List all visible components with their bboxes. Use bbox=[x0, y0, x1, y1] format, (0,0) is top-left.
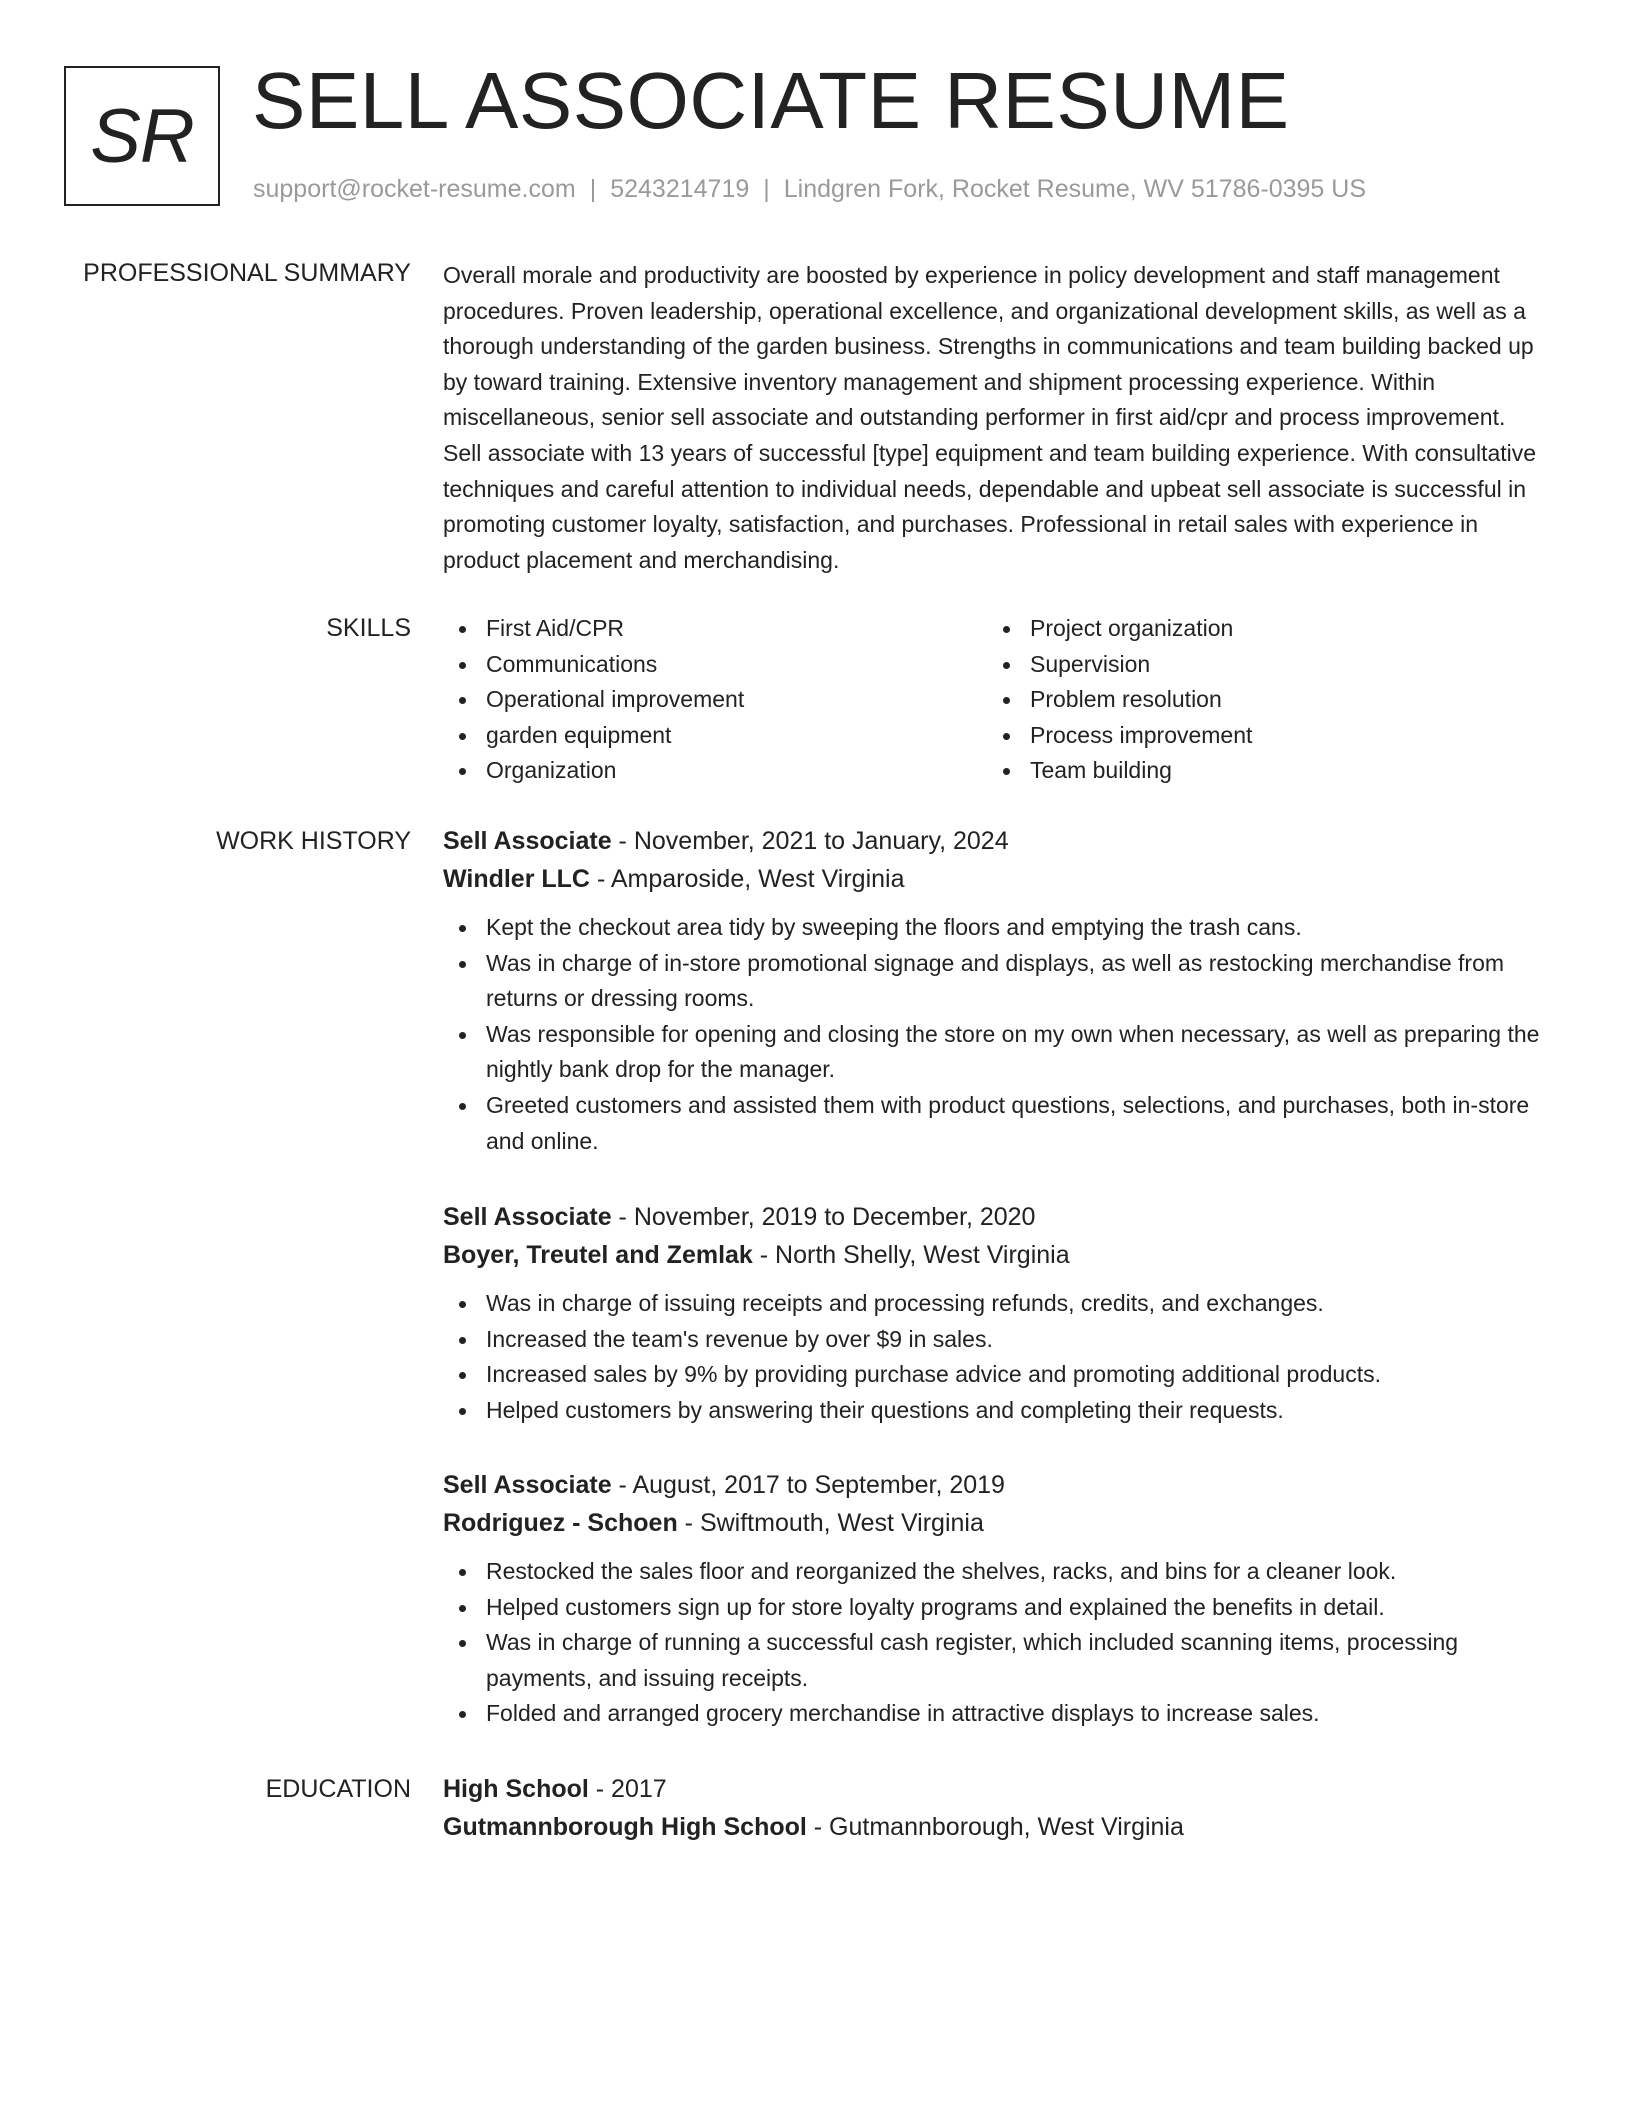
job-dates: - November, 2019 to December, 2020 bbox=[611, 1203, 1036, 1231]
job-company: Rodriguez - Schoen bbox=[443, 1509, 678, 1537]
job-dates: - November, 2021 to January, 2024 bbox=[611, 827, 1009, 855]
job-company: Windler LLC bbox=[443, 865, 590, 893]
section-heading: SKILLS bbox=[326, 614, 411, 642]
job-bullet: Helped customers by answering their questions and completing their requests. bbox=[443, 1393, 1548, 1429]
skill-item: Project organization bbox=[987, 611, 1531, 647]
contact-separator: | bbox=[589, 175, 597, 203]
skill-item: Operational improvement bbox=[443, 682, 987, 718]
contact-line bbox=[253, 172, 1366, 206]
education-degree-line bbox=[443, 1770, 1548, 1808]
job-entry-2 bbox=[443, 1198, 1548, 1428]
skill-item: Team building bbox=[987, 753, 1531, 789]
education-degree: High School bbox=[443, 1775, 589, 1803]
skill-item: garden equipment bbox=[443, 718, 987, 754]
contact-email: support@rocket-resume.com bbox=[253, 175, 576, 203]
contact-phone: 5243214719 bbox=[610, 175, 750, 203]
job-title: Sell Associate bbox=[443, 827, 612, 855]
education-location: - Gutmannborough, West Virginia bbox=[806, 1813, 1184, 1841]
job-bullets bbox=[443, 1286, 1548, 1428]
skill-item: Process improvement bbox=[987, 718, 1531, 754]
job-dates: - August, 2017 to September, 2019 bbox=[611, 1471, 1005, 1499]
contact-separator: | bbox=[763, 175, 770, 203]
skills-grid bbox=[443, 611, 1548, 789]
job-title-line bbox=[443, 1198, 1548, 1236]
job-location: - Amparoside, West Virginia bbox=[590, 865, 905, 893]
contact-address: Lindgren Fork, Rocket Resume, WV 51786-0395 US bbox=[783, 175, 1366, 203]
job-bullet: Increased the team's revenue by over $9 in sales. bbox=[443, 1322, 1548, 1358]
skill-item: Communications bbox=[443, 647, 987, 683]
job-location: - North Shelly, West Virginia bbox=[752, 1241, 1070, 1269]
skill-item: Supervision bbox=[987, 647, 1531, 683]
job-company-line bbox=[443, 1236, 1548, 1274]
summary-text: Overall morale and productivity are boosted by experience in policy development and staff management procedures. Proven leadership, operational excellence, and organizational development skills, as well as a thorough understanding of the garden business. Strengths in communications and team building backed up by toward training. Extensive inventory management and shipment processing experience. Within miscellaneous, senior sell associate and outstanding performer in first aid/cpr and process improvement. Sell associate with 13 years of successful [type] equipment and team building experience. With consultative techniques and careful attention to individual needs, dependable and upbeat sell associate is successful in promoting customer loyalty, satisfaction, and purchases. Professional in retail sales with experience in product placement and merchandising. bbox=[443, 262, 1537, 573]
job-entry-3 bbox=[443, 1466, 1548, 1732]
skills-column-left bbox=[443, 611, 987, 789]
job-bullet: Greeted customers and assisted them with product questions, selections, and purchases, both in-store and online. bbox=[443, 1088, 1548, 1159]
job-bullet: Was in charge of in-store promotional signage and displays, as well as restocking merchandise from returns or dressing rooms. bbox=[443, 946, 1548, 1017]
job-company-line bbox=[443, 860, 1548, 898]
skill-item: First Aid/CPR bbox=[443, 611, 987, 647]
job-title-line bbox=[443, 1466, 1548, 1504]
job-bullet: Folded and arranged grocery merchandise in attractive displays to increase sales. bbox=[443, 1696, 1548, 1732]
job-bullet: Kept the checkout area tidy by sweeping the floors and emptying the trash cans. bbox=[443, 910, 1548, 946]
job-bullet: Restocked the sales floor and reorganized the shelves, racks, and bins for a cleaner look. bbox=[443, 1554, 1548, 1590]
monogram-initials: SR bbox=[64, 66, 220, 206]
job-bullet: Increased sales by 9% by providing purchase advice and promoting additional products. bbox=[443, 1357, 1548, 1393]
job-bullet: Was responsible for opening and closing the store on my own when necessary, as well as preparing the nightly bank drop for the manager. bbox=[443, 1017, 1548, 1088]
job-bullet: Was in charge of issuing receipts and processing refunds, credits, and exchanges. bbox=[443, 1286, 1548, 1322]
section-heading: PROFESSIONAL SUMMARY bbox=[83, 259, 411, 287]
skill-item: Organization bbox=[443, 753, 987, 789]
resume-title: SELL ASSOCIATE RESUME bbox=[252, 56, 1290, 145]
summary-body bbox=[443, 258, 1548, 578]
job-entry-1 bbox=[443, 822, 1548, 1159]
skills-body bbox=[443, 611, 1548, 789]
job-bullets bbox=[443, 910, 1548, 1159]
skill-item: Problem resolution bbox=[987, 682, 1531, 718]
job-title: Sell Associate bbox=[443, 1471, 612, 1499]
education-school-line bbox=[443, 1808, 1548, 1846]
education-body bbox=[443, 1770, 1548, 1846]
job-bullet: Was in charge of running a successful cash register, which included scanning items, processing payments, and issuing receipts. bbox=[443, 1625, 1548, 1696]
job-company: Boyer, Treutel and Zemlak bbox=[443, 1241, 753, 1269]
section-heading: WORK HISTORY bbox=[216, 827, 411, 855]
section-heading: EDUCATION bbox=[265, 1775, 411, 1803]
job-bullets bbox=[443, 1554, 1548, 1732]
education-year: - 2017 bbox=[588, 1775, 667, 1803]
job-title-line bbox=[443, 822, 1548, 860]
job-title: Sell Associate bbox=[443, 1203, 612, 1231]
job-bullet: Helped customers sign up for store loyalty programs and explained the benefits in detail. bbox=[443, 1590, 1548, 1626]
job-location: - Swiftmouth, West Virginia bbox=[677, 1509, 984, 1537]
skills-column-right bbox=[987, 611, 1531, 789]
job-company-line bbox=[443, 1504, 1548, 1542]
education-school: Gutmannborough High School bbox=[443, 1813, 807, 1841]
